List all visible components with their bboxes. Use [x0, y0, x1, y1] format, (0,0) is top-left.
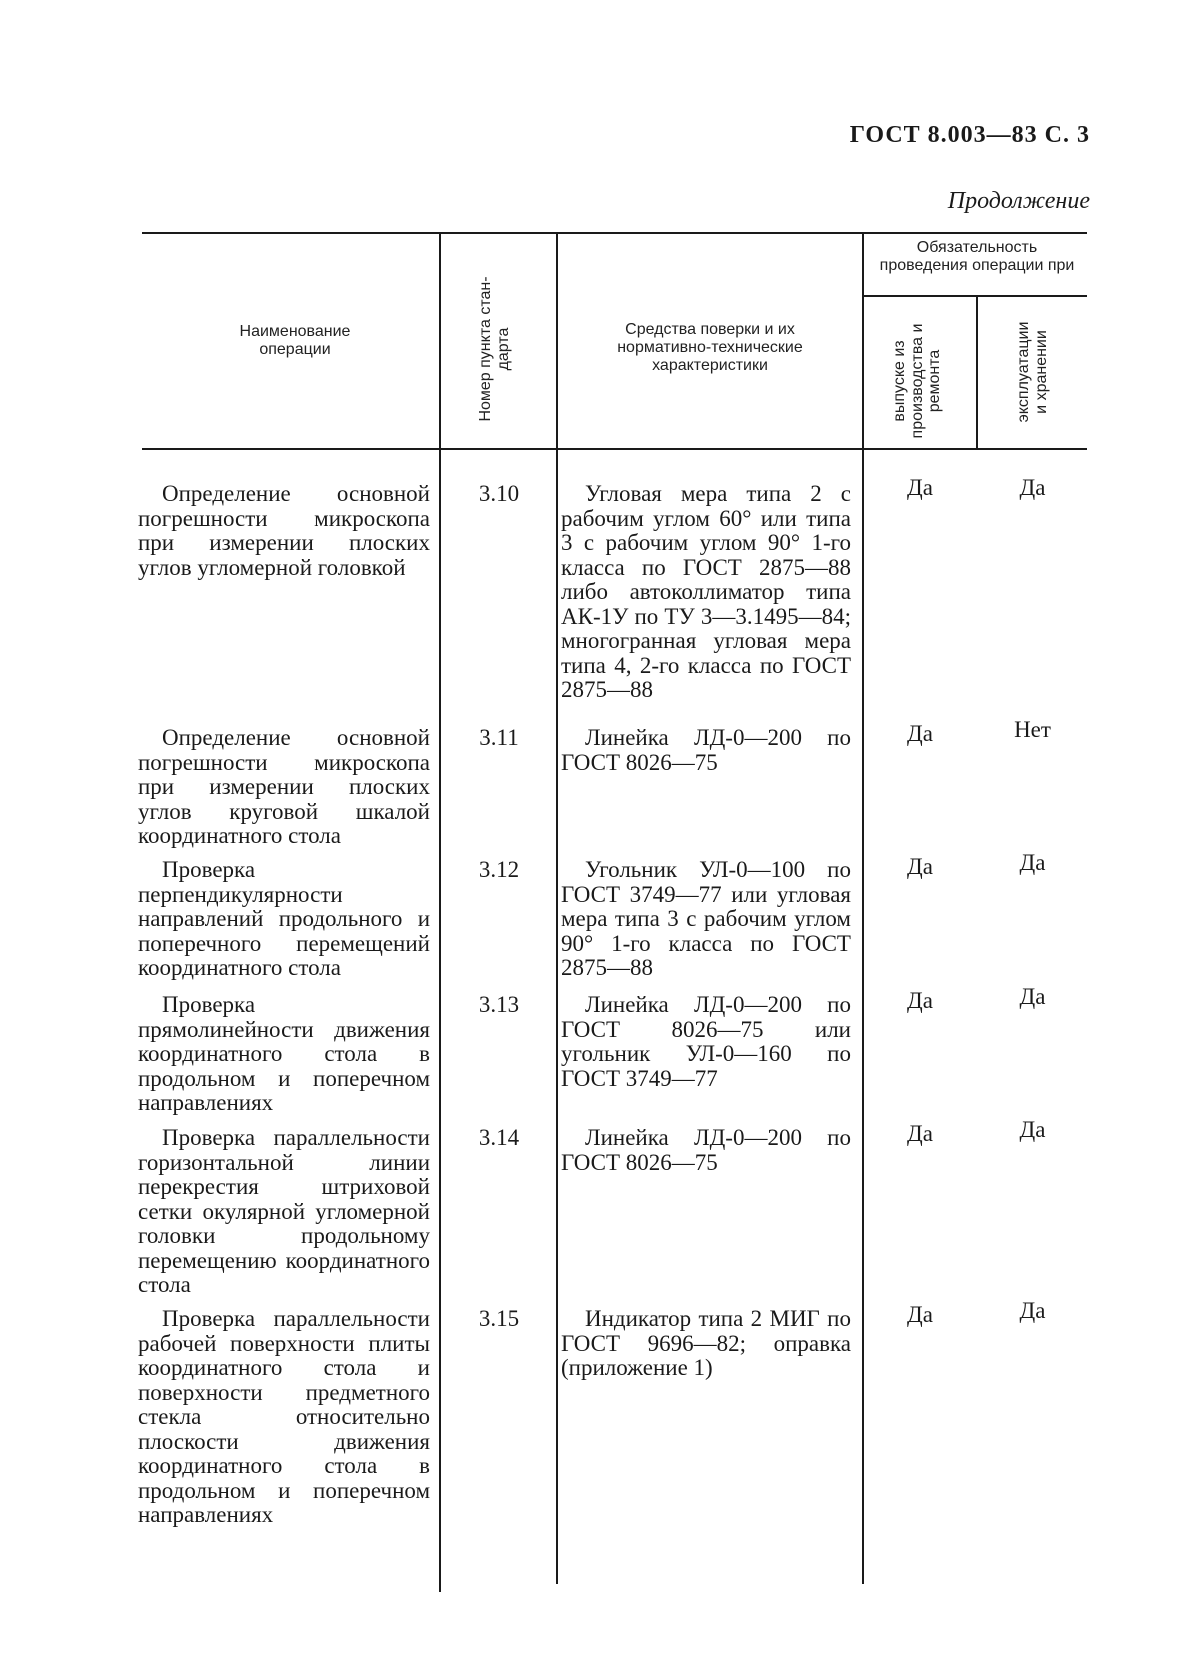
table-row-release: Да — [907, 1121, 933, 1146]
continuation-label: Продолжение — [947, 188, 1090, 214]
header-bottom-rule — [142, 448, 1087, 450]
table-row-means: Линейка ЛД-0—200 по ГОСТ 8026—75 или угольник УЛ-0—160 по ГОСТ 3749—77 — [561, 992, 851, 1091]
table-row-storage: Да — [1019, 475, 1046, 500]
col-divider-3 — [862, 232, 864, 1584]
column-header-means: Средства поверки и их нормативно-технические характеристики — [617, 321, 803, 374]
column-header-operation: Наименование операции — [239, 323, 351, 358]
column-header-clause: Номер пункта стан-дарта — [477, 276, 512, 422]
table-row-storage: Да — [1019, 1117, 1046, 1142]
table-row-operation: Проверка прямолинейности движения координатного стола в продольном и поперечном направлениях — [138, 992, 430, 1115]
table-row-clause: 3.10 — [478, 481, 520, 506]
table-row-operation: Определение основной погрешности микроскопа при измерении плоских углов угломерной головкой — [138, 481, 430, 580]
table-row-storage: Да — [1019, 984, 1046, 1009]
table-row-clause: 3.11 — [479, 725, 519, 750]
table-row-release: Да — [907, 1302, 933, 1327]
col-divider-4 — [976, 297, 978, 450]
table-row-clause: 3.13 — [478, 992, 520, 1017]
table-row-release: Да — [907, 854, 933, 879]
table-row-clause: 3.12 — [478, 857, 520, 882]
col-divider-1 — [439, 232, 441, 1592]
table-row-operation: Определение основной погрешности микроскопа при измерении плоских углов круговой шкалой координатного стола — [138, 725, 430, 848]
table-row-operation: Проверка перпендикулярности направлений продольного и поперечного перемещений координатного стола — [138, 857, 430, 980]
mandatory-sub-rule — [862, 295, 1087, 297]
table-row-release: Да — [907, 475, 933, 500]
table-row-means: Индикатор типа 2 МИГ по ГОСТ 9696—82; оправка (приложение 1) — [561, 1306, 851, 1380]
table-top-rule — [142, 232, 1087, 234]
table-row-means: Угловая мера типа 2 с рабочим углом 60° или типа 3 с рабочим углом 90° 1-го класса по ГОСТ 2875—88 либо автоколлиматор типа АК-1У по ТУ 3—3.1495—84; многогранная угловая мера типа 4, 2-го класса по ГОСТ 2875—88 — [561, 481, 851, 702]
table-row-storage: Да — [1019, 1298, 1046, 1323]
column-header-release: выпуске из производства и ремонта — [891, 323, 944, 439]
table-row-clause: 3.14 — [478, 1125, 520, 1150]
table-row-operation: Проверка параллельности рабочей поверхности плиты координатного стола и поверхности предметного стекла относительно плоскости движения координатного стола в продольном и поперечном направлениях — [138, 1306, 430, 1527]
table-row-means: Линейка ЛД-0—200 по ГОСТ 8026—75 — [561, 1125, 851, 1175]
table-row-storage: Нет — [1014, 717, 1051, 742]
col-divider-2 — [556, 232, 558, 1584]
column-header-operation-storage: эксплуатации и хранении — [1015, 321, 1050, 423]
table-row-means: Угольник УЛ-0—100 по ГОСТ 3749—77 или угловая мера типа 3 с рабочим углом 90° 1-го класса по ГОСТ 2875—88 — [561, 857, 851, 980]
table-row-release: Да — [907, 721, 933, 746]
column-header-mandatory: Обязательность проведения операции при — [879, 239, 1075, 274]
page-header: ГОСТ 8.003—83 С. 3 — [849, 122, 1090, 148]
table-row-operation: Проверка параллельности горизонтальной линии перекрестия штриховой сетки окулярной угломерной головки продольному перемещению координатного стола — [138, 1125, 430, 1297]
table-row-clause: 3.15 — [478, 1306, 520, 1331]
table-row-release: Да — [907, 988, 933, 1013]
table-row-storage: Да — [1019, 850, 1046, 875]
table-row-means: Линейка ЛД-0—200 по ГОСТ 8026—75 — [561, 725, 851, 775]
